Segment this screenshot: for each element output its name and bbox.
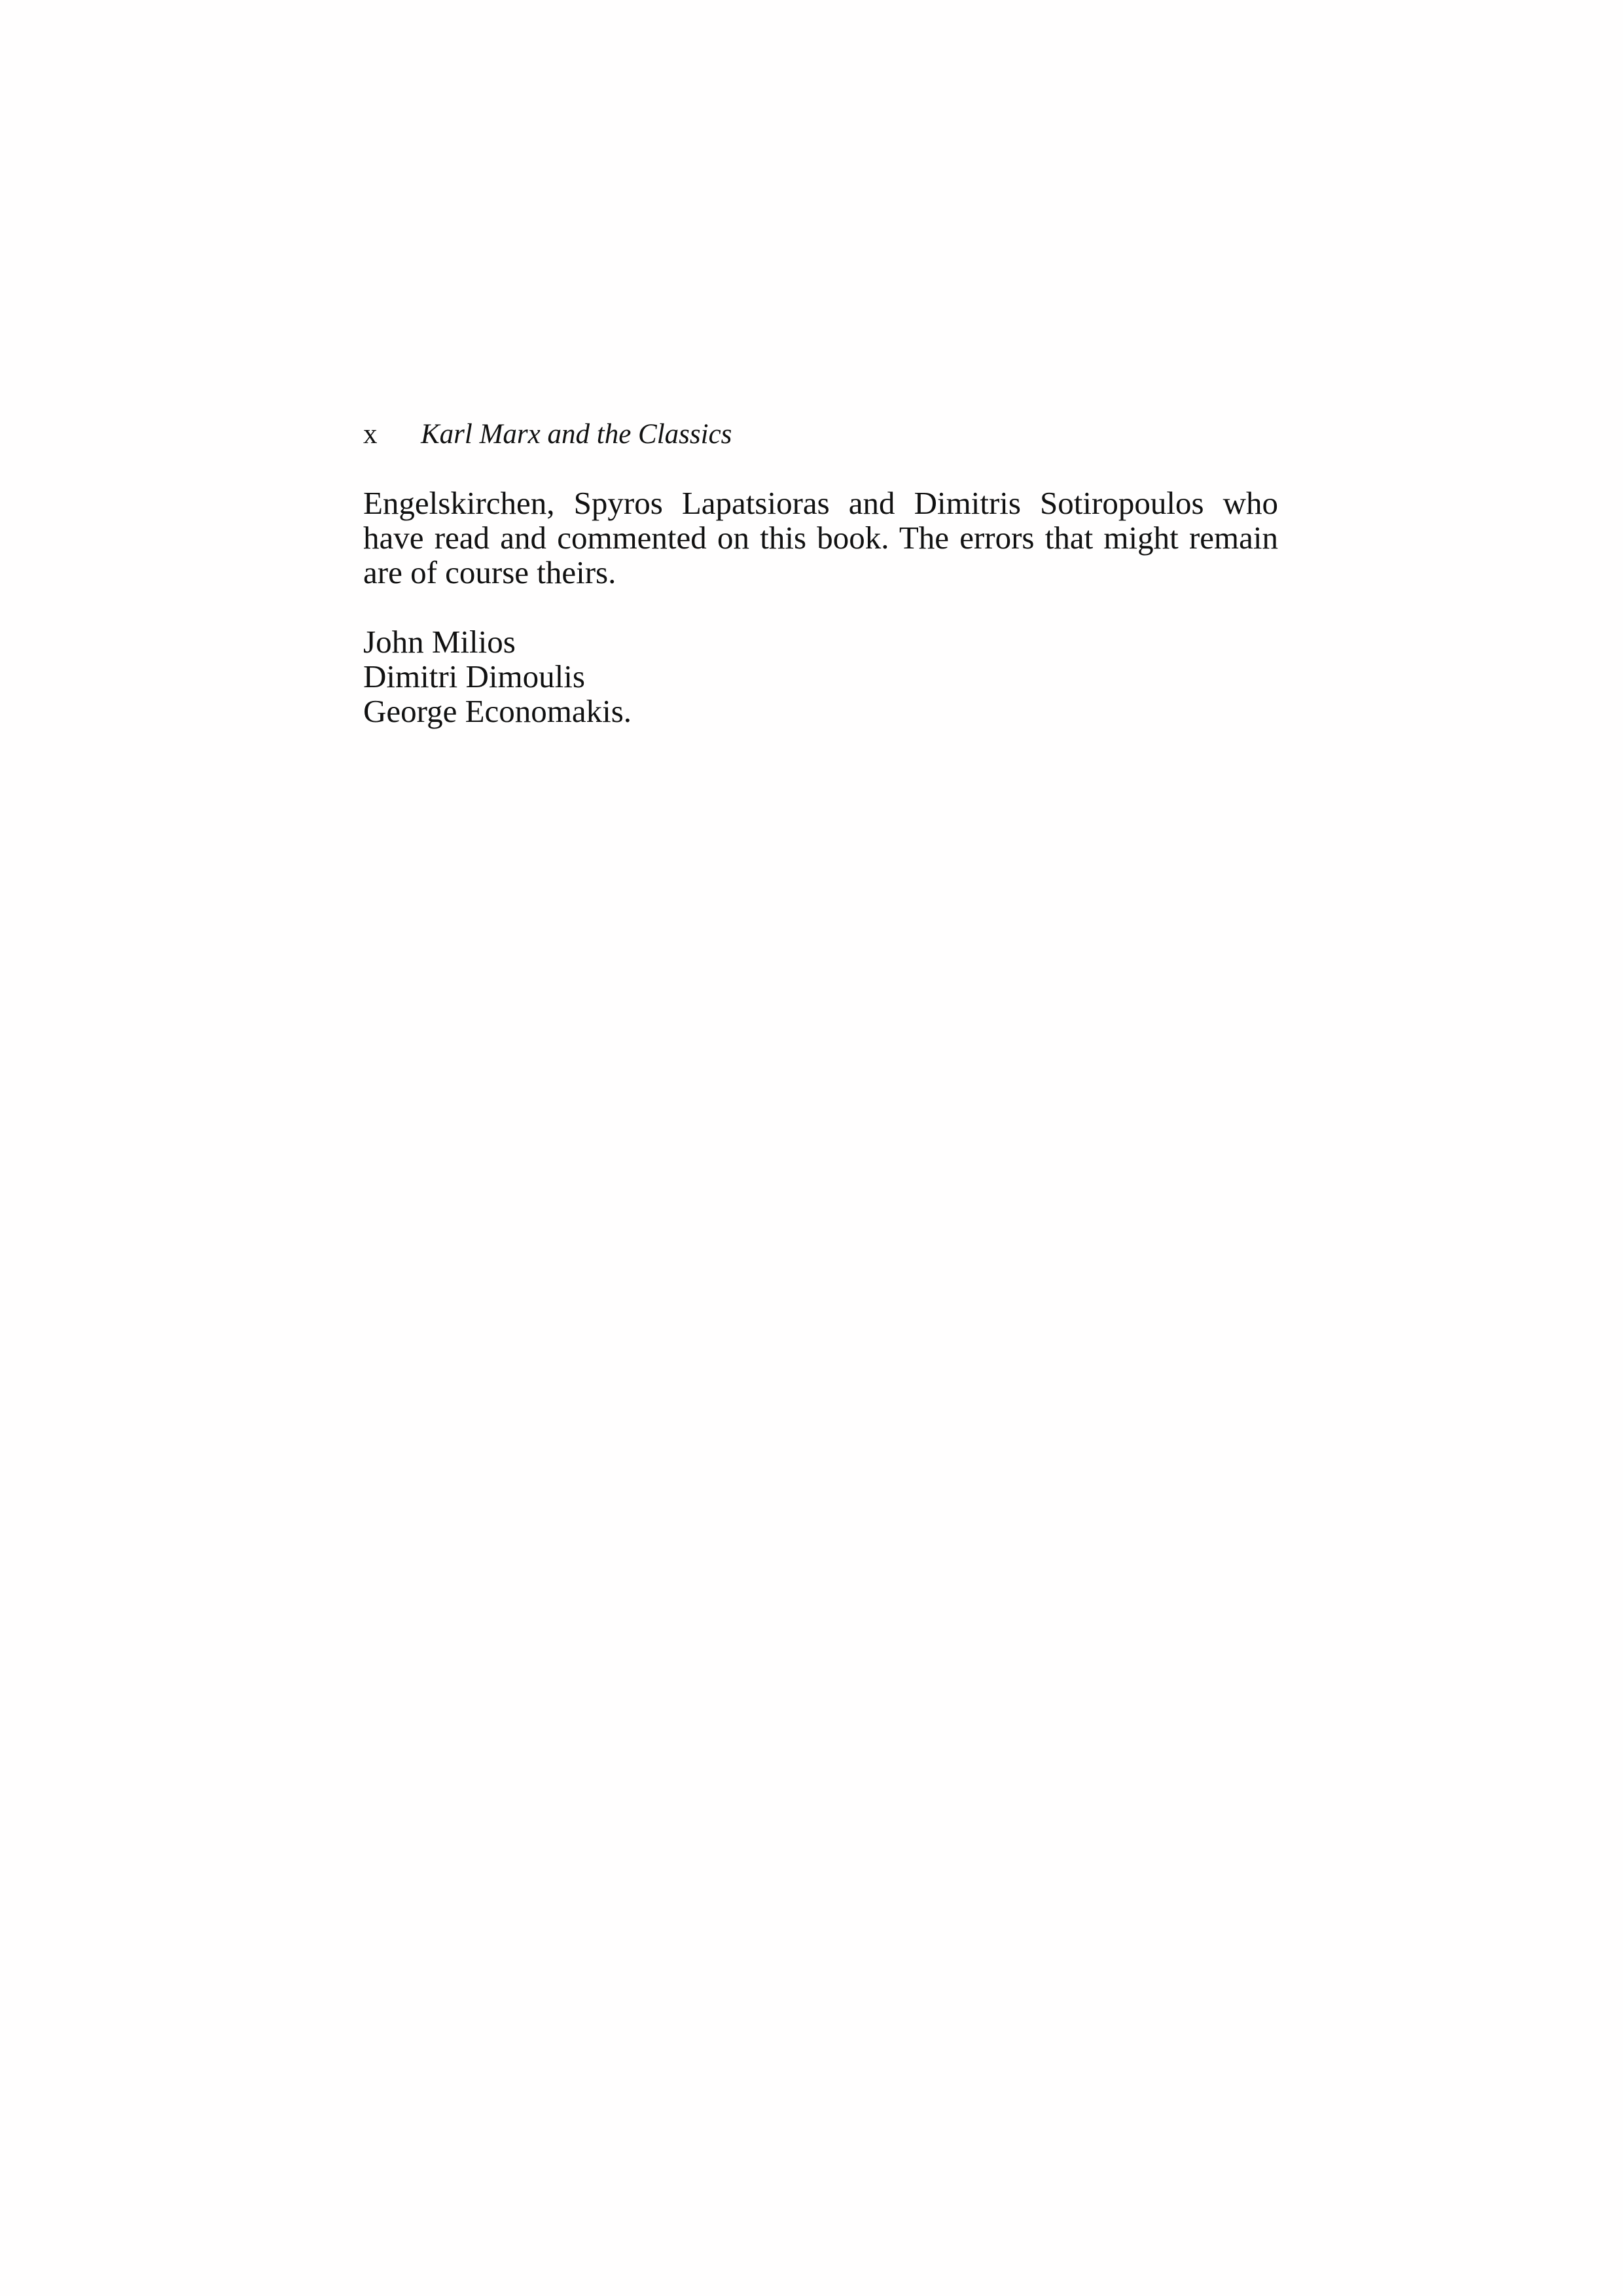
signature-dimitri-dimoulis: Dimitri Dimoulis — [363, 658, 585, 694]
running-head — [363, 415, 1279, 454]
signature-george-economakis: George Economakis. — [363, 693, 632, 729]
signature-block — [363, 624, 1278, 728]
page-body — [363, 486, 1278, 728]
running-head-title: Karl Marx and the Classics — [421, 419, 732, 450]
body-paragraph: Engelskirchen, Spyros Lapatsioras and Dimitris Sotiropoulos who have read and commented on this book. The errors that might remain are of course theirs. — [363, 485, 1278, 590]
signature-john-milios: John Milios — [363, 624, 516, 660]
page-number: x — [363, 419, 378, 450]
